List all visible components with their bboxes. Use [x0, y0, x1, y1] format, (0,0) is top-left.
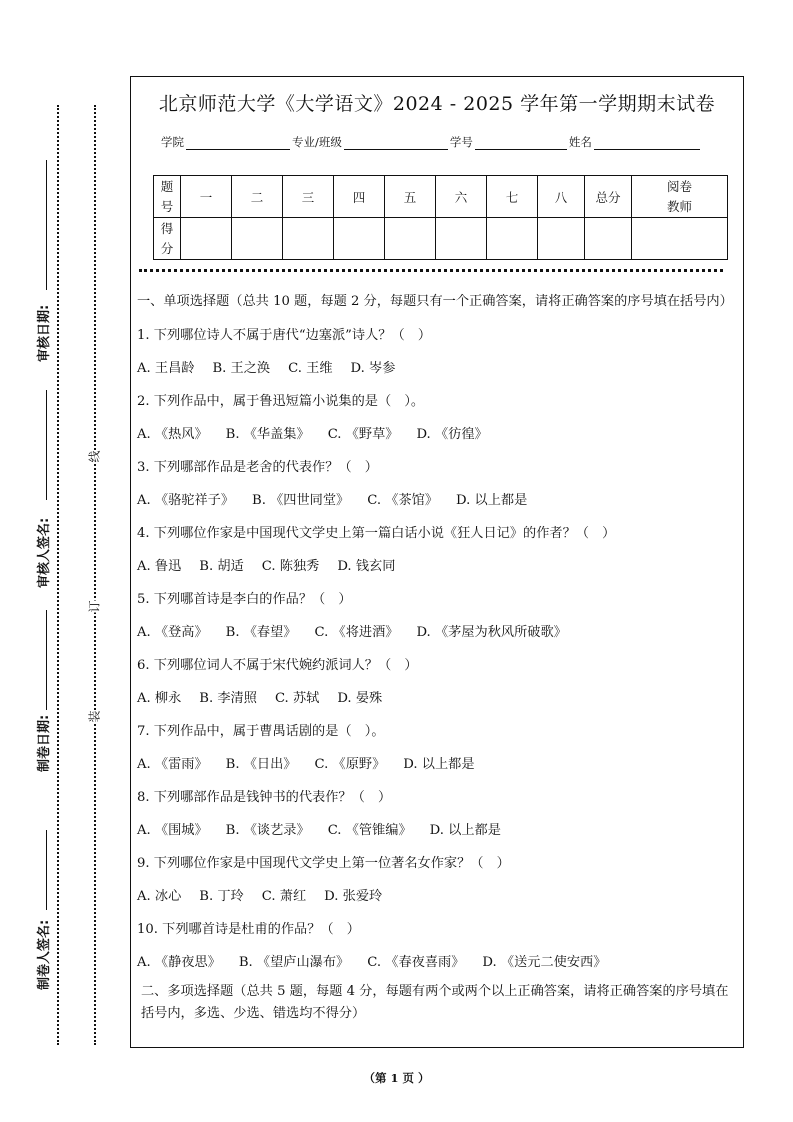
- option: A. 《登高》: [137, 624, 208, 640]
- question-options: [137, 814, 739, 847]
- section2-heading: 二、多项选择题（总共 5 题，每题 4 分，每题有两个或两个以上正确答案，请将正确答案的序号填在括号内，多选、少选、错选均不得分）: [141, 984, 729, 1021]
- score-cell[interactable]: [632, 218, 728, 260]
- option: C. 王维: [288, 360, 333, 376]
- option: A. 《热风》: [137, 426, 208, 442]
- question-options: [137, 946, 739, 979]
- college-label: 学院: [161, 135, 184, 149]
- option: A. 柳永: [137, 690, 182, 706]
- option: C. 《茶馆》: [367, 492, 439, 508]
- option: A. 《静夜思》: [137, 954, 221, 970]
- bind-bind-char: 装: [87, 710, 102, 723]
- name-field[interactable]: [594, 137, 700, 150]
- student-info-line: [161, 134, 702, 150]
- maker-sign-label: 制卷人签名:: [37, 919, 52, 990]
- exam-frame: [130, 76, 744, 1048]
- option: B. 丁玲: [199, 888, 244, 904]
- question-text: 10. 下列哪首诗是杜甫的作品？（ ）: [137, 921, 360, 937]
- option: D. 钱玄同: [337, 558, 396, 574]
- page-number: （第 1 页 ）: [363, 1071, 430, 1085]
- maker-sign-line: [46, 830, 47, 910]
- score-table-header-row: [154, 176, 728, 218]
- option: B. 《华盖集》: [225, 426, 310, 442]
- option: B. 《日出》: [225, 756, 297, 772]
- score-table: [153, 175, 728, 260]
- col-total: 总分: [585, 176, 632, 218]
- name-label: 姓名: [568, 135, 592, 149]
- question-text: 9. 下列哪位作家是中国现代文学史上第一位著名女作家？（ ）: [137, 855, 510, 871]
- score-cell[interactable]: [538, 218, 585, 260]
- option: A. 鲁迅: [137, 558, 182, 574]
- option: D. 《彷徨》: [416, 426, 488, 442]
- question-options: [137, 616, 739, 649]
- bind-staple-char: 订: [87, 600, 102, 613]
- score-cell[interactable]: [283, 218, 334, 260]
- option: C. 《原野》: [314, 756, 386, 772]
- section1-heading: 一、单项选择题（总共 10 题，每题 2 分，每题只有一个正确答案，请将正确答案的序号填在括号内）: [137, 294, 733, 309]
- option: B. 王之涣: [212, 360, 271, 376]
- reviewer-sign-line: [46, 390, 47, 500]
- option: C. 陈独秀: [261, 558, 320, 574]
- col-7: 七: [487, 176, 538, 218]
- option: A. 冰心: [137, 888, 182, 904]
- option: D. 晏殊: [337, 690, 383, 706]
- question-options: [137, 484, 739, 517]
- col-5: 五: [385, 176, 436, 218]
- col-4: 四: [334, 176, 385, 218]
- option: C. 《春夜喜雨》: [367, 954, 465, 970]
- question-text: 4. 下列哪位作家是中国现代文学史上第一篇白话小说《狂人日记》的作者？（ ）: [137, 525, 616, 541]
- option: D. 《茅屋为秋风所破歌》: [416, 624, 567, 640]
- col-grader: 阅卷 教师: [632, 176, 728, 218]
- option: D. 岑参: [350, 360, 396, 376]
- reviewer-sign-label: 审核人签名:: [37, 517, 52, 588]
- question-options: [137, 352, 739, 385]
- option: B. 《春望》: [225, 624, 297, 640]
- question-text: 2. 下列作品中，属于鲁迅短篇小说集的是（ ）。: [137, 393, 425, 409]
- major-label: 专业/班级: [292, 135, 342, 149]
- option: C. 《将进酒》: [314, 624, 399, 640]
- student-id-field[interactable]: [475, 137, 567, 150]
- score-cell[interactable]: [436, 218, 487, 260]
- option: A. 《骆驼祥子》: [137, 492, 235, 508]
- option: C. 《野草》: [327, 426, 399, 442]
- review-date-label: 审核日期:: [37, 304, 52, 362]
- question-text: 3. 下列哪部作品是老舍的代表作？（ ）: [137, 459, 378, 475]
- option: C. 萧红: [261, 888, 307, 904]
- option: C. 《管锥编》: [327, 822, 412, 838]
- question-list: [137, 319, 739, 979]
- option: D. 《送元二使安西》: [482, 954, 607, 970]
- question-text: 5. 下列哪首诗是李白的作品？（ ）: [137, 591, 352, 607]
- question-text: 1. 下列哪位诗人不属于唐代“边塞派”诗人？（ ）: [137, 327, 432, 343]
- bind-line-char: 线: [87, 450, 102, 463]
- score-row-label: 得 分: [154, 218, 181, 260]
- make-date-line: [46, 610, 47, 710]
- header-row-label: 题 号: [154, 176, 181, 218]
- score-table-score-row: [154, 218, 728, 260]
- score-cell[interactable]: [385, 218, 436, 260]
- review-date-line: [46, 160, 47, 290]
- option: B. 《四世同堂》: [252, 492, 350, 508]
- option: D. 以上都是: [456, 492, 528, 508]
- exam-content: [137, 291, 739, 1031]
- option: D. 以上都是: [403, 756, 475, 772]
- left-dotted-line: [57, 105, 59, 1045]
- question-text: 8. 下列哪部作品是钱钟书的代表作？（ ）: [137, 789, 392, 805]
- question-text: 6. 下列哪位词人不属于宋代婉约派词人？（ ）: [137, 657, 418, 673]
- col-6: 六: [436, 176, 487, 218]
- question-options: [137, 880, 739, 913]
- question-text: 7. 下列作品中，属于曹禺话剧的是（ ）。: [137, 723, 385, 739]
- separator-dotted-line: [139, 269, 723, 272]
- student-id-label: 学号: [449, 135, 473, 149]
- score-cell[interactable]: [181, 218, 232, 260]
- question-options: [137, 748, 739, 781]
- score-cell[interactable]: [487, 218, 538, 260]
- college-field[interactable]: [186, 137, 290, 150]
- make-date-label: 制卷日期:: [37, 714, 52, 772]
- col-1: 一: [181, 176, 232, 218]
- exam-title: 北京师范大学《大学语文》2024 - 2025 学年第一学期期末试卷: [158, 93, 716, 115]
- option: D. 以上都是: [429, 822, 501, 838]
- option: B. 《望庐山瀑布》: [238, 954, 350, 970]
- score-cell[interactable]: [334, 218, 385, 260]
- option: B. 《谈艺录》: [225, 822, 310, 838]
- score-cell[interactable]: [585, 218, 632, 260]
- option: D. 张爱玲: [324, 888, 383, 904]
- col-3: 三: [283, 176, 334, 218]
- col-8: 八: [538, 176, 585, 218]
- option: B. 李清照: [199, 690, 257, 706]
- major-field[interactable]: [344, 137, 448, 150]
- option: A. 《围城》: [137, 822, 208, 838]
- question-options: [137, 682, 739, 715]
- option: B. 胡适: [199, 558, 244, 574]
- bind-dotted-line: [94, 105, 96, 1045]
- score-cell[interactable]: [232, 218, 283, 260]
- option: A. 《雷雨》: [137, 756, 208, 772]
- question-options: [137, 550, 739, 583]
- option: A. 王昌龄: [137, 360, 195, 376]
- col-2: 二: [232, 176, 283, 218]
- question-options: [137, 418, 739, 451]
- option: C. 苏轼: [274, 690, 320, 706]
